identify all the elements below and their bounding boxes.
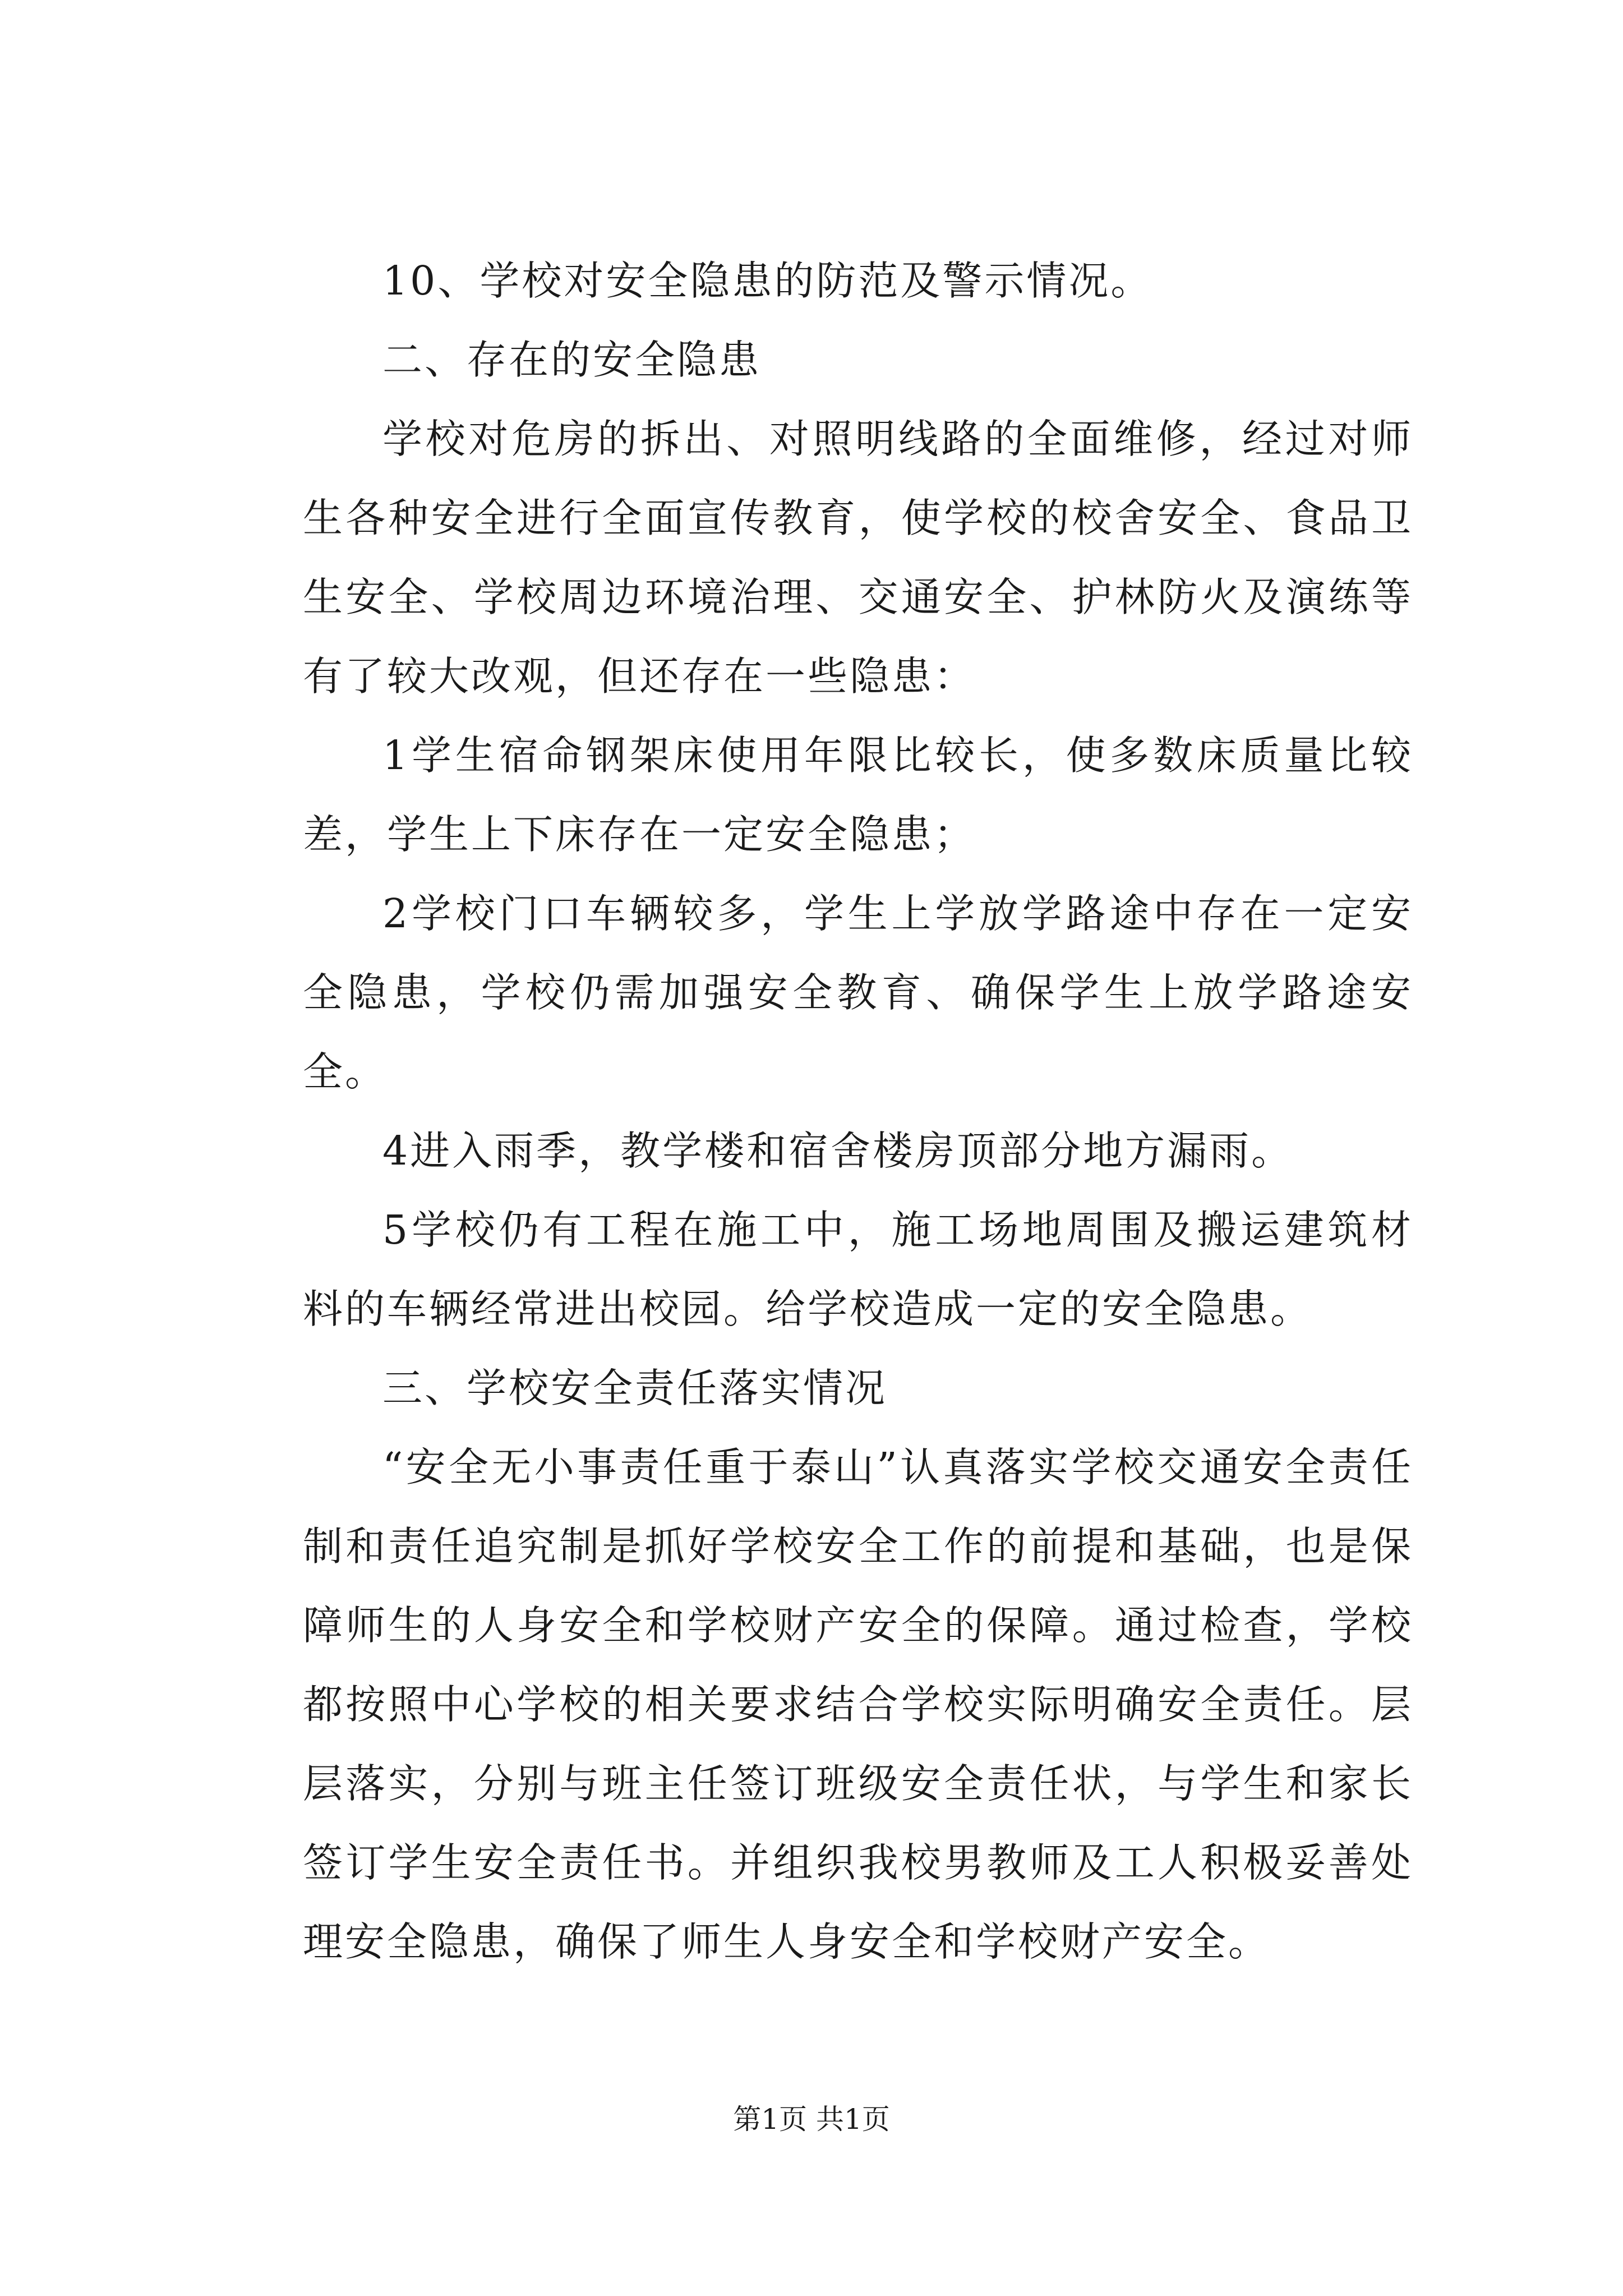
paragraph-hazard-intro: 学校对危房的拆出、对照明线路的全面维修，经过对师生各种安全进行全面宣传教育，使学校的校舍安全、食品卫生安全、学校周边环境治理、交通安全、护林防火及演练等有了较大改观，但还存在一些隐患： bbox=[303, 416, 1413, 700]
page-footer: 第1页 共1页 bbox=[733, 2103, 890, 2136]
paragraph-hazard-4: 4进入雨季，教学楼和宿舍楼房顶部分地方漏雨。 bbox=[382, 1128, 1294, 1174]
paragraph-hazard-1: 1学生宿命钢架床使用年限比较长，使多数床质量比较差，学生上下床存在一定安全隐患； bbox=[303, 732, 1413, 858]
paragraph-hazard-2: 2学校门口车辆较多，学生上学放学路途中存在一定安全隐患，学校仍需加强安全教育、确保学生上放学路途安全。 bbox=[303, 890, 1413, 1095]
section-heading-3: 三、学校安全责任落实情况 bbox=[382, 1365, 888, 1411]
paragraph-responsibility: “安全无小事责任重于泰山”认真落实学校交通安全责任制和责任追究制是抓好学校安全工作的前提和基础，也是保障师生的人身安全和学校财产安全的保障。通过检查，学校都按照中心学校的相关要求结合学校实际明确安全责任。层层落实，分别与班主任签订班级安全责任状，与学生和家长签订学生安全责任书。并组织我校男教师及工人积极妥善处理安全隐患，确保了师生人身安全和学校财产安全。 bbox=[303, 1444, 1413, 1965]
document-body bbox=[303, 241, 1413, 1981]
section-heading-2: 二、存在的安全隐患 bbox=[382, 337, 762, 383]
paragraph-hazard-5: 5学校仍有工程在施工中，施工场地周围及搬运建筑材料的车辆经常进出校园。给学校造成一定的安全隐患。 bbox=[303, 1207, 1413, 1332]
paragraph-item-10: 10、学校对安全隐患的防范及警示情况。 bbox=[382, 257, 1153, 304]
